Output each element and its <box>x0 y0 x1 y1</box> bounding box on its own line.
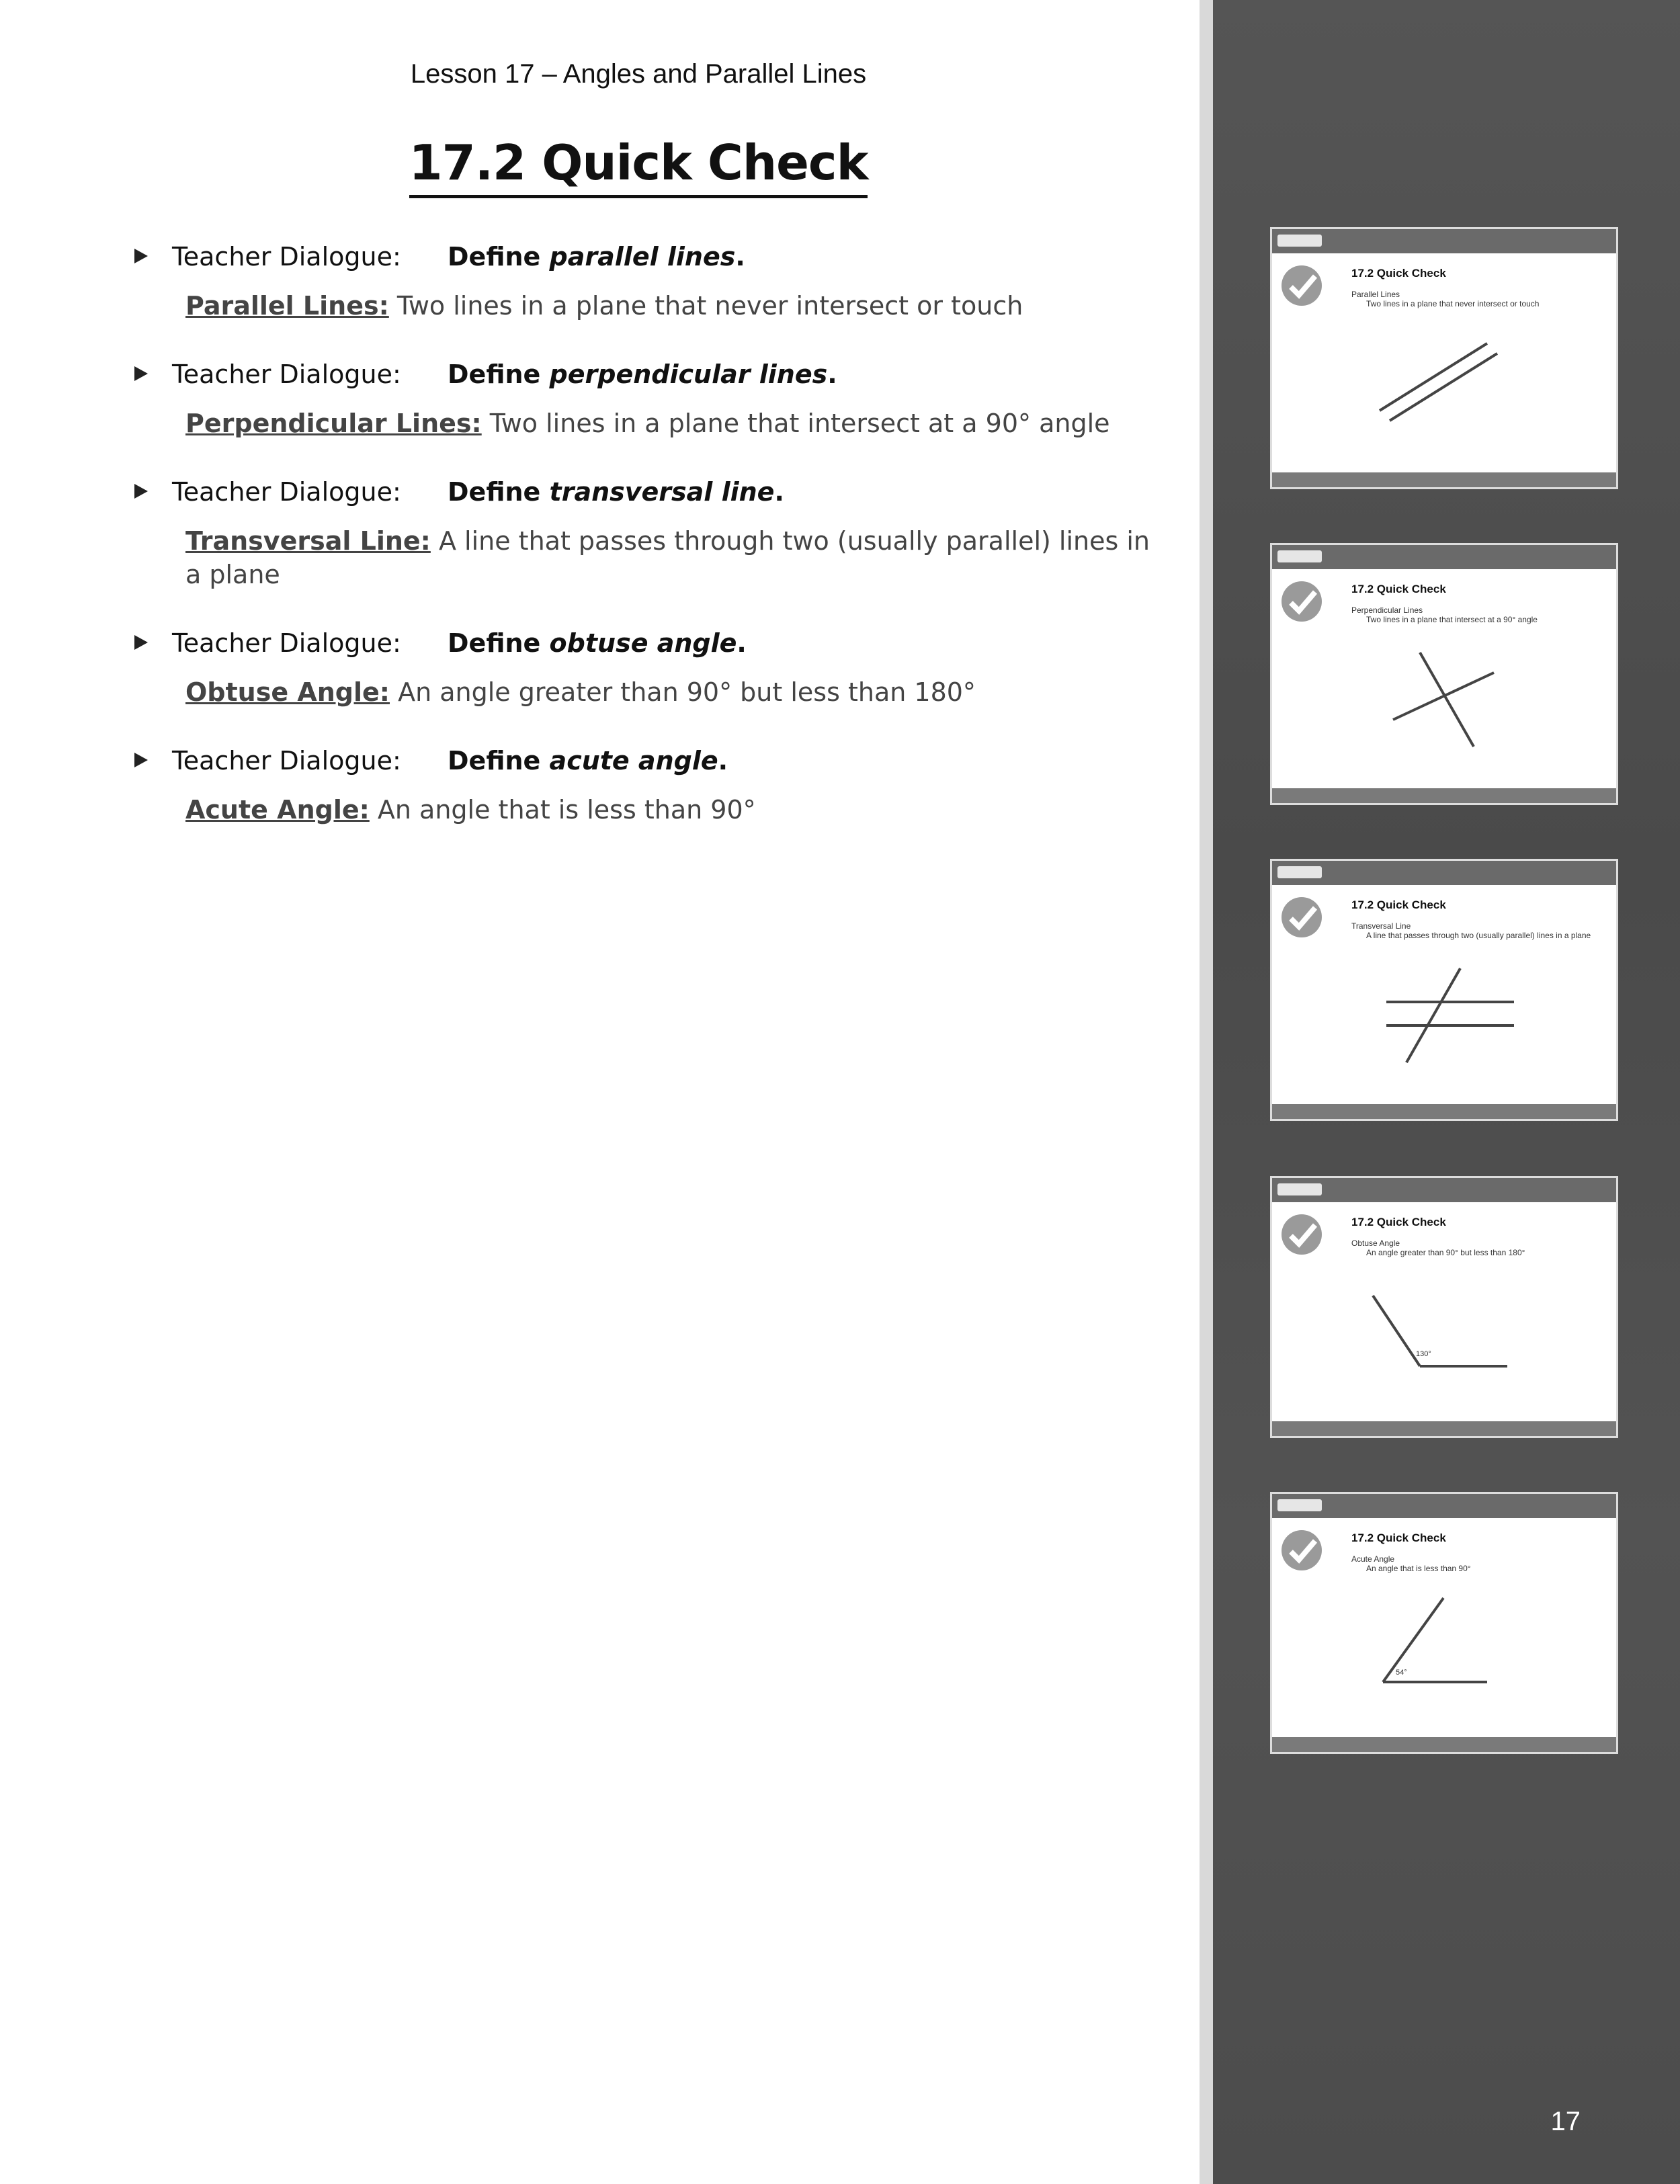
dialogue-prompt: Define parallel lines. <box>448 242 745 271</box>
definition <box>185 407 1163 440</box>
slide-line1: Obtuse Angle <box>1351 1238 1400 1248</box>
definition <box>185 793 1163 827</box>
slide-footer-nav <box>1272 1104 1616 1119</box>
dialogue-prompt: Define transversal line. <box>448 477 784 507</box>
term: Transversal Line: <box>185 526 431 556</box>
dialogue-label: Teacher Dialogue: <box>172 360 401 389</box>
dialogue-item-obtuse <box>134 628 1163 709</box>
slide-line2: A line that passes through two (usually parallel) lines in a plane <box>1366 931 1591 940</box>
slide-line2: An angle that is less than 90° <box>1366 1564 1471 1573</box>
dialogue-prompt: Define obtuse angle. <box>448 628 747 658</box>
angle-label: 130° <box>1416 1350 1431 1358</box>
slide-line2: An angle greater than 90° but less than 180° <box>1366 1248 1525 1257</box>
slide-thumbnail-obtuse <box>1270 1176 1618 1438</box>
define-word: Define <box>448 746 541 775</box>
definition <box>185 675 1163 709</box>
slide-title: 17.2 Quick Check <box>1351 267 1446 280</box>
bullet-icon <box>134 753 148 767</box>
slide-line2: Two lines in a plane that intersect at a 90° angle <box>1366 615 1538 624</box>
definition <box>185 289 1163 323</box>
slide-line2: Two lines in a plane that never intersect or touch <box>1366 299 1540 308</box>
slide-title: 17.2 Quick Check <box>1351 1531 1446 1544</box>
slide-title: 17.2 Quick Check <box>1351 898 1446 911</box>
slide-footer-nav <box>1272 788 1616 803</box>
slide-line1: Transversal Line <box>1351 921 1411 931</box>
bullet-icon <box>134 366 148 381</box>
definition-text: Two lines in a plane that never intersect or touch <box>388 291 1023 321</box>
page-title-text: 17.2 Quick Check <box>409 134 868 198</box>
define-word: Define <box>448 242 541 271</box>
angle-label: 54° <box>1396 1669 1407 1677</box>
page-title <box>0 134 1277 198</box>
term: Obtuse Angle: <box>185 677 390 707</box>
slide-line1: Acute Angle <box>1351 1554 1395 1564</box>
bullet-icon <box>134 249 148 263</box>
definition-text: An angle that is less than 90° <box>369 795 756 825</box>
term: Parallel Lines: <box>185 291 389 321</box>
definition <box>185 524 1163 591</box>
parallel-lines-diagram <box>1272 229 1616 487</box>
slide-footer-nav <box>1272 1737 1616 1752</box>
define-term: obtuse angle <box>549 628 737 658</box>
define-word: Define <box>448 360 541 389</box>
definition-text: An angle greater than 90° but less than 180° <box>390 677 976 707</box>
dialogue-label: Teacher Dialogue: <box>172 242 401 271</box>
dialogue-prompt: Define perpendicular lines. <box>448 360 837 389</box>
definition-text: Two lines in a plane that intersect at a 90° angle <box>481 409 1110 438</box>
lesson-header: Lesson 17 – Angles and Parallel Lines <box>410 59 867 89</box>
slide-thumbnail-transversal <box>1270 859 1618 1121</box>
bullet-icon <box>134 484 148 499</box>
slide-title: 17.2 Quick Check <box>1351 1216 1446 1228</box>
dialogue-label: Teacher Dialogue: <box>172 477 401 507</box>
slide-footer-nav <box>1272 472 1616 487</box>
slide-thumbnail-parallel <box>1270 227 1618 489</box>
slide-line1: Perpendicular Lines <box>1351 605 1423 615</box>
page-number: 17 <box>1550 2107 1581 2136</box>
slide-thumbnail-acute <box>1270 1492 1618 1754</box>
define-term: transversal line <box>549 477 775 507</box>
page-divider <box>1200 0 1213 2184</box>
definition-text: A line that passes through two (usually parallel) lines in a plane <box>185 526 1150 589</box>
slide-footer-nav <box>1272 1421 1616 1436</box>
term: Perpendicular Lines: <box>185 409 482 438</box>
slide-thumbnail-perpendicular <box>1270 543 1618 805</box>
define-term: parallel lines <box>549 242 736 271</box>
dialogue-item-transversal <box>134 477 1163 591</box>
acute-angle-diagram <box>1272 1494 1616 1752</box>
obtuse-angle-diagram <box>1272 1178 1616 1436</box>
dialogue-item-perpendicular <box>134 360 1163 440</box>
define-word: Define <box>448 628 541 658</box>
perpendicular-lines-diagram <box>1272 545 1616 803</box>
define-term: perpendicular lines <box>549 360 828 389</box>
slide-line1: Parallel Lines <box>1351 290 1400 299</box>
dialogue-item-acute <box>134 746 1163 827</box>
define-word: Define <box>448 477 541 507</box>
transversal-line-diagram <box>1272 861 1616 1119</box>
bullet-icon <box>134 635 148 650</box>
dialogue-label: Teacher Dialogue: <box>172 628 401 658</box>
dialogue-item-parallel <box>134 242 1163 323</box>
slide-title: 17.2 Quick Check <box>1351 583 1446 595</box>
define-term: acute angle <box>549 746 718 775</box>
dialogue-prompt: Define acute angle. <box>448 746 728 775</box>
term: Acute Angle: <box>185 795 370 825</box>
dialogue-label: Teacher Dialogue: <box>172 746 401 775</box>
